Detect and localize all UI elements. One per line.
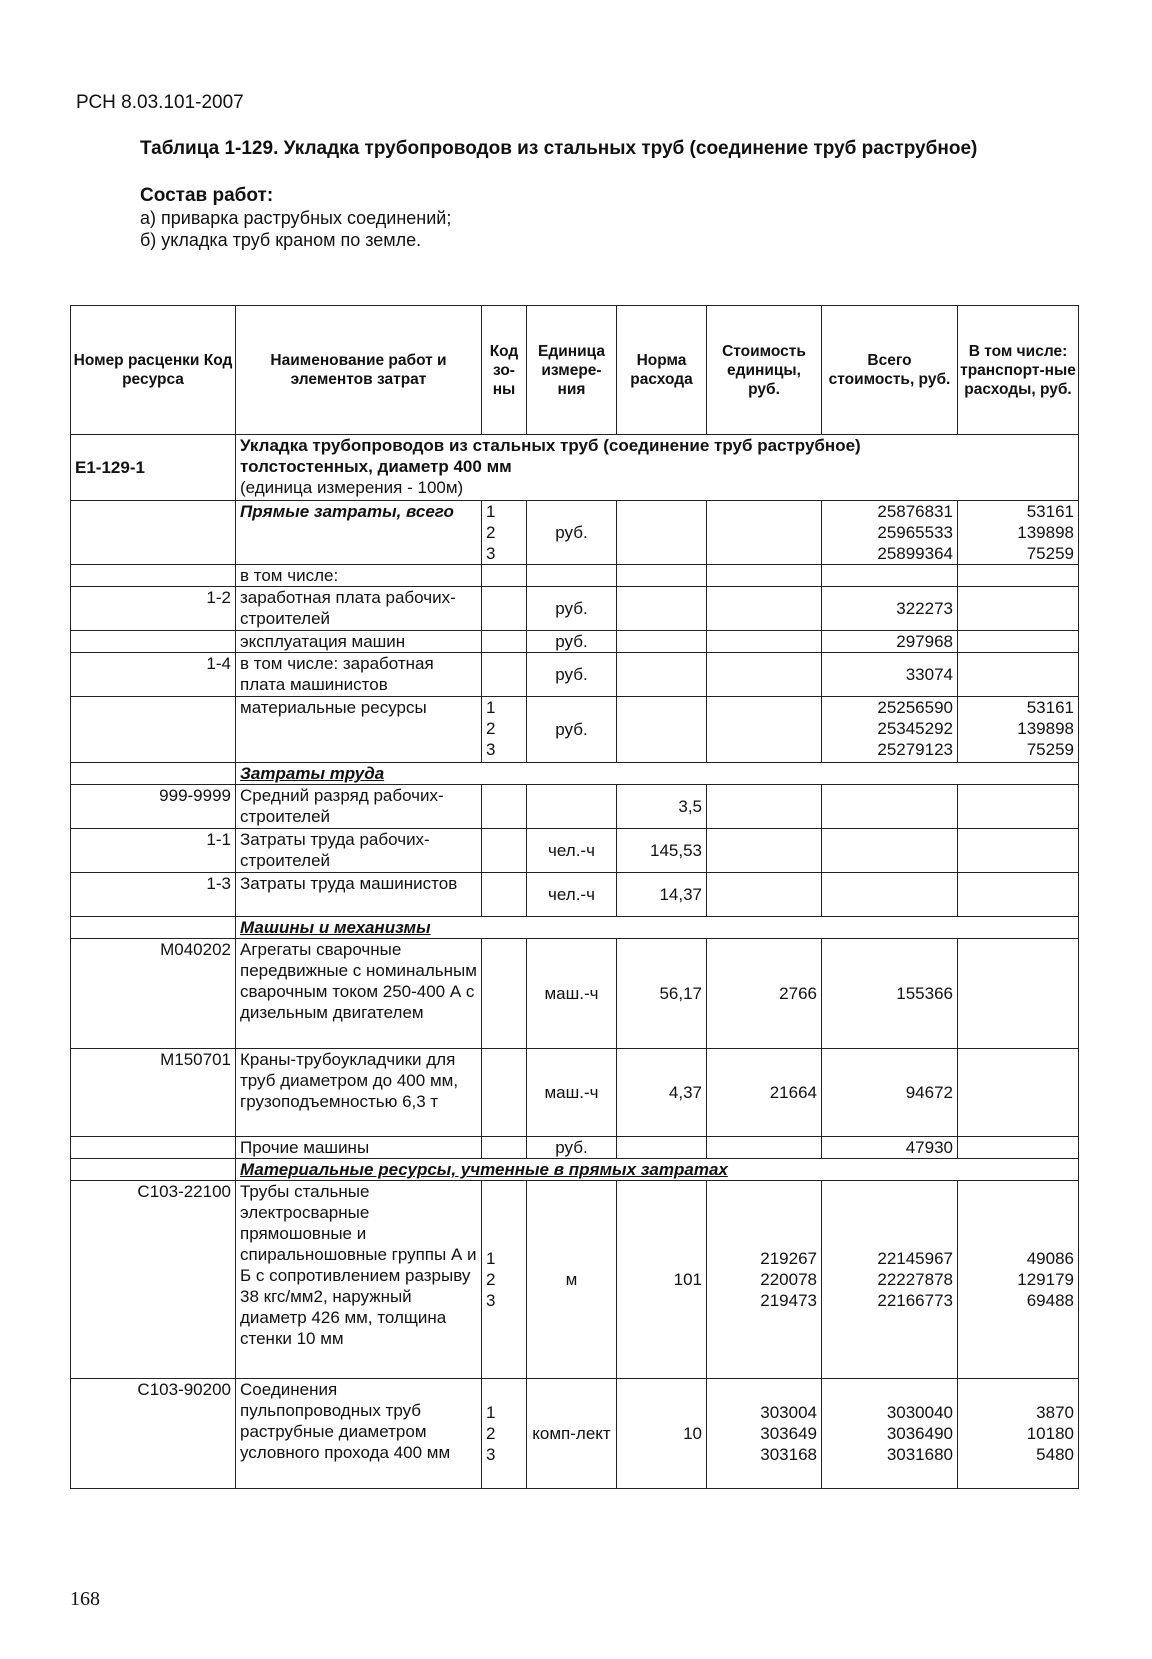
row-name: Агрегаты сварочные передвижные с номинальным сварочным током 250-400 А с дизельным двигателем bbox=[236, 939, 482, 1049]
table-row bbox=[71, 697, 1079, 763]
header-row bbox=[71, 306, 1079, 435]
row-transport: 53161 139898 75259 bbox=[958, 501, 1079, 565]
rates-table bbox=[70, 305, 1079, 1489]
section-code: Е1-129-1 bbox=[71, 435, 236, 501]
table-row bbox=[71, 1181, 1079, 1379]
col-code: Номер расценки Код ресурса bbox=[71, 306, 236, 435]
row-name: Прочие машины bbox=[236, 1137, 482, 1159]
row-unit: руб. bbox=[527, 501, 617, 565]
row-code: 1-4 bbox=[71, 653, 236, 697]
row-total: 297968 bbox=[822, 631, 958, 653]
table-row bbox=[71, 873, 1079, 917]
row-code: М040202 bbox=[71, 939, 236, 1049]
row-total: 22145967 22227878 22166773 bbox=[822, 1181, 958, 1379]
row-zones: 1 2 3 bbox=[482, 501, 527, 565]
row-unit-cost: 303004 303649 303168 bbox=[707, 1379, 822, 1489]
col-norm: Норма расхода bbox=[617, 306, 707, 435]
row-total: 155366 bbox=[822, 939, 958, 1049]
row-unit: чел.-ч bbox=[527, 873, 617, 917]
row-transport: 53161 139898 75259 bbox=[958, 697, 1079, 763]
row-code: 1-2 bbox=[71, 587, 236, 631]
group-heading: Затраты труда bbox=[236, 763, 1079, 785]
row-name: Затраты труда машинистов bbox=[236, 873, 482, 917]
row-name: Средний разряд рабочих-строителей bbox=[236, 785, 482, 829]
col-unit-cost: Стоимость единицы, руб. bbox=[707, 306, 822, 435]
row-unit: руб. bbox=[527, 587, 617, 631]
row-code: 1-1 bbox=[71, 829, 236, 873]
section-unit-note: (единица измерения - 100м) bbox=[240, 478, 464, 497]
composition-item: а) приварка раструбных соединений; bbox=[140, 208, 452, 228]
row-unit-cost: 219267 220078 219473 bbox=[707, 1181, 822, 1379]
row-name: Трубы стальные электросварные прямошовные и спиральношовные группы А и Б с сопротивлением разрыву 38 кгс/мм2, наружный диаметр 426 мм, толщина стенки 10 мм bbox=[236, 1181, 482, 1379]
row-norm: 101 bbox=[617, 1181, 707, 1379]
composition-item: б) укладка труб краном по земле. bbox=[140, 230, 422, 250]
group-heading: Материальные ресурсы, учтенные в прямых затратах bbox=[236, 1159, 1079, 1181]
row-transport: 49086 129179 69488 bbox=[958, 1181, 1079, 1379]
row-total: 3030040 3036490 3031680 bbox=[822, 1379, 958, 1489]
group-heading: Машины и механизмы bbox=[236, 917, 1079, 939]
row-name: в том числе: bbox=[236, 565, 482, 587]
row-unit-cost: 2766 bbox=[707, 939, 822, 1049]
row-zones: 1 2 3 bbox=[482, 1379, 527, 1489]
row-unit: м bbox=[527, 1181, 617, 1379]
row-total: 47930 bbox=[822, 1137, 958, 1159]
composition-heading: Состав работ: bbox=[140, 185, 274, 206]
row-unit-cost: 21664 bbox=[707, 1049, 822, 1137]
table-row bbox=[71, 501, 1079, 565]
group-heading-row bbox=[71, 1159, 1079, 1181]
col-unit: Единица измере-ния bbox=[527, 306, 617, 435]
row-norm: 3,5 bbox=[617, 785, 707, 829]
row-transport: 3870 10180 5480 bbox=[958, 1379, 1079, 1489]
section-title: Укладка трубопроводов из стальных труб (соединение труб раструбное) толстостенных, диаметр 400 мм bbox=[240, 436, 861, 476]
row-code: 999-9999 bbox=[71, 785, 236, 829]
table-row bbox=[71, 785, 1079, 829]
row-name: Соединения пульпопроводных труб раструбные диаметром условного прохода 400 мм bbox=[236, 1379, 482, 1489]
col-total: Всего стоимость, руб. bbox=[822, 306, 958, 435]
row-norm: 145,53 bbox=[617, 829, 707, 873]
row-name: Затраты труда рабочих-строителей bbox=[236, 829, 482, 873]
table-row bbox=[71, 1137, 1079, 1159]
row-total: 33074 bbox=[822, 653, 958, 697]
row-norm: 4,37 bbox=[617, 1049, 707, 1137]
row-total: 322273 bbox=[822, 587, 958, 631]
row-unit: комп-лект bbox=[527, 1379, 617, 1489]
row-zones: 1 2 3 bbox=[482, 1181, 527, 1379]
table-row bbox=[71, 653, 1079, 697]
row-name: Краны-трубоукладчики для труб диаметром до 400 мм, грузоподъемностью 6,3 т bbox=[236, 1049, 482, 1137]
work-composition bbox=[140, 185, 451, 251]
table-row bbox=[71, 829, 1079, 873]
row-norm: 14,37 bbox=[617, 873, 707, 917]
row-unit: руб. bbox=[527, 653, 617, 697]
row-name: в том числе: заработная плата машинистов bbox=[236, 653, 482, 697]
group-heading-row bbox=[71, 763, 1079, 785]
section-title-cell bbox=[236, 435, 1079, 501]
col-name: Наименование работ и элементов затрат bbox=[236, 306, 482, 435]
table-row bbox=[71, 1379, 1079, 1489]
col-zone: Код зо-ны bbox=[482, 306, 527, 435]
row-code: С103-90200 bbox=[71, 1379, 236, 1489]
table-row bbox=[71, 565, 1079, 587]
row-unit: руб. bbox=[527, 1137, 617, 1159]
row-code: М150701 bbox=[71, 1049, 236, 1137]
row-total: 25876831 25965533 25899364 bbox=[822, 501, 958, 565]
row-unit: маш.-ч bbox=[527, 939, 617, 1049]
row-unit: руб. bbox=[527, 631, 617, 653]
row-zones: 1 2 3 bbox=[482, 697, 527, 763]
table-row bbox=[71, 587, 1079, 631]
row-name: Прямые затраты, всего bbox=[236, 501, 482, 565]
row-code: С103-22100 bbox=[71, 1181, 236, 1379]
table-title: Таблица 1-129. Укладка трубопроводов из стальных труб (соединение труб раструбное) bbox=[140, 138, 978, 159]
col-transport: В том числе: транспорт-ные расходы, руб. bbox=[958, 306, 1079, 435]
table-row bbox=[71, 939, 1079, 1049]
row-unit: маш.-ч bbox=[527, 1049, 617, 1137]
row-name: заработная плата рабочих-строителей bbox=[236, 587, 482, 631]
row-unit: чел.-ч bbox=[527, 829, 617, 873]
page-number: 168 bbox=[70, 1588, 100, 1610]
table-row bbox=[71, 631, 1079, 653]
row-total: 25256590 25345292 25279123 bbox=[822, 697, 958, 763]
row-norm: 56,17 bbox=[617, 939, 707, 1049]
row-unit: руб. bbox=[527, 697, 617, 763]
row-code: 1-3 bbox=[71, 873, 236, 917]
section-row bbox=[71, 435, 1079, 501]
table-row bbox=[71, 1049, 1079, 1137]
row-name: материальные ресурсы bbox=[236, 697, 482, 763]
row-total: 94672 bbox=[822, 1049, 958, 1137]
group-heading-row bbox=[71, 917, 1079, 939]
row-name: эксплуатация машин bbox=[236, 631, 482, 653]
row-norm: 10 bbox=[617, 1379, 707, 1489]
document-code: РСН 8.03.101-2007 bbox=[76, 92, 244, 113]
